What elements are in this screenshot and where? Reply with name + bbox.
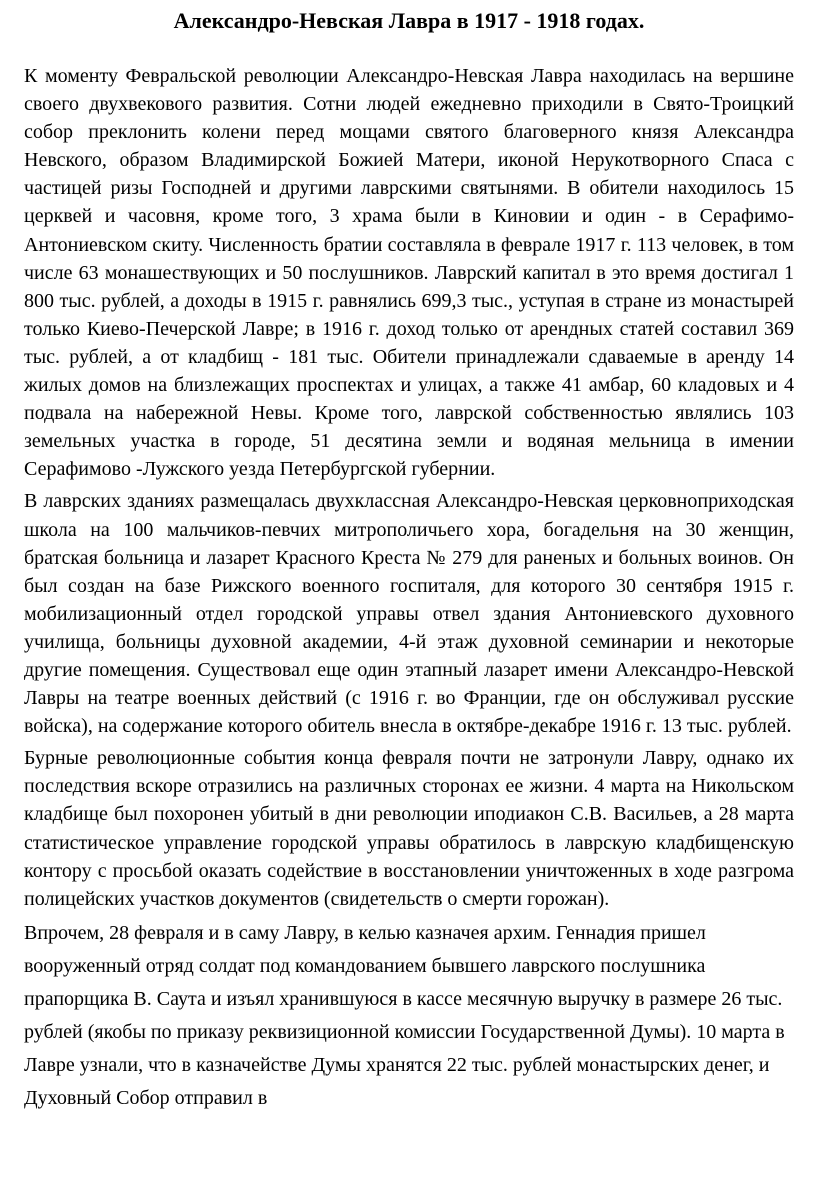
document-title: Александро-Невская Лавра в 1917 - 1918 годах. <box>173 8 645 33</box>
paragraph-3: Бурные революционные события конца февраля почти не затронули Лавру, однако их последствия вскоре отразились на различных сторонах ее жизни. 4 марта на Никольском кладбище был похоронен убитый в дни революции иподиакон С.В. Васильев, а 28 марта статистическое управление городской управы обратилось в лаврскую кладбищенскую контору с просьбой оказать содействие в восстановлении уничтоженных в ходе разгрома полицейских участков документов (свидетельств о смерти горожан). <box>24 747 794 910</box>
paragraph-1: К моменту Февральской революции Александро-Невская Лавра находилась на вершине своего двухвекового развития. Сотни людей ежедневно приходили в Свято-Троицкий собор преклонить колени перед мощами святого благоверного князя Александра Невского, образом Владимирской Божией Матери, иконой Нерукотворного Спаса с частицей ризы Господней и другими лаврскими святынями. В обители находилось 15 церквей и часовня, кроме того, 3 храма были в Киновии и один - в Серафимо-Антониевском скиту. Численность братии составляла в феврале 1917 г. 113 человек, в том числе 63 монашествующих и 50 послушников. Лаврский капитал в это время достигал 1 800 тыс. рублей, а доходы в 1915 г. равнялись 699,3 тыс., уступая в стране из монастырей только Киево-Печерской Лавре; в 1916 г. доход только от арендных статей составил 369 тыс. рублей, а от кладбищ - 181 тыс. Обители принадлежали сдаваемые в аренду 14 жилых домов на близлежащих проспектах и улицах, а также 41 амбар, 60 кладовых и 4 подвала на набережной Невы. Кроме того, лаврской собственностью являлись 103 земельных участка в городе, 51 десятина земли и водяная мельница в имении Серафимово -Лужского уезда Петербургской губернии. <box>24 65 794 481</box>
paragraph-2: В лаврских зданиях размещалась двухклассная Александро-Невская церковноприходская школа на 100 мальчиков-певчих митрополичьего хора, богадельня на 30 женщин, братская больница и лазарет Красного Креста № 279 для раненых и больных воинов. Он был создан на базе Рижского военного госпиталя, для которого 30 сентября 1915 г. мобилизационный отдел городской управы отвел здания Антониевского духовного училища, больницы духовной академии, 4-й этаж духовной семинарии и некоторые другие помещения. Существовал еще один этапный лазарет имени Александро-Невской Лавры на театре военных действий (с 1916 г. во Франции, где он обслуживал русские войска), на содержание которого обитель внесла в октябре-декабре 1916 г. 13 тыс. рублей. <box>24 490 794 738</box>
paragraph-4: Впрочем, 28 февраля и в саму Лавру, в келью казначея архим. Геннадия пришел вооруженный отряд солдат под командованием бывшего лаврского послушника прапорщика В. Саута и изъял хранившуюся в кассе месячную выручку в размере 26 тыс. рублей (якобы по приказу реквизиционной комиссии Государственной Думы). 10 марта в Лавре узнали, что в казначействе Думы хранятся 22 тыс. рублей монастырских денег, и Духовный Собор отправил в <box>24 921 785 1109</box>
